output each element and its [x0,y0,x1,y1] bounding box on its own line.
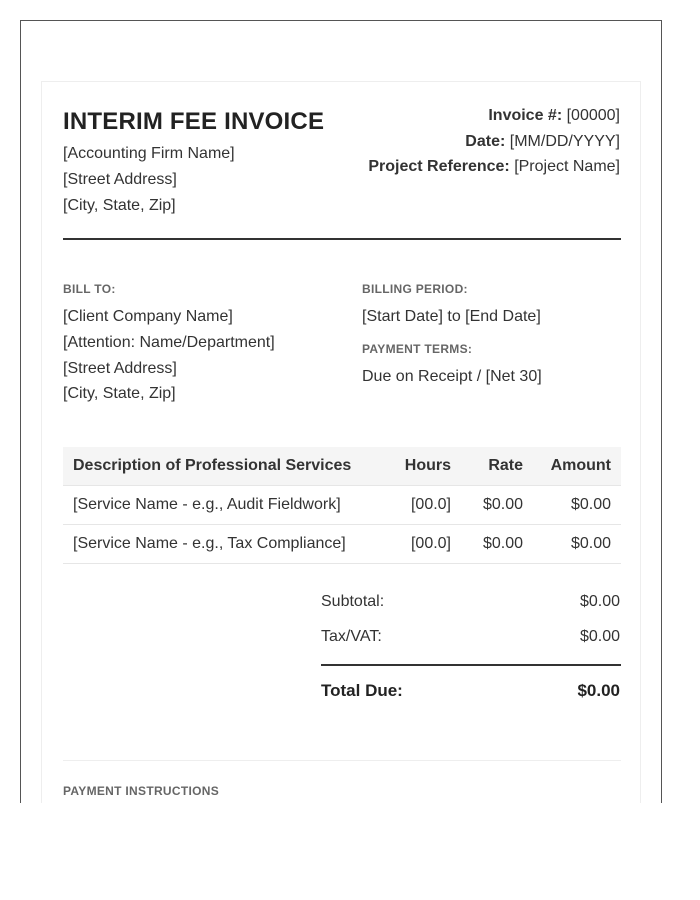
payment-terms-value: Due on Receipt / [Net 30] [362,368,542,385]
header-divider [63,238,621,240]
table-row [63,486,621,525]
col-rate: Rate [461,447,533,486]
payment-instructions-label: PAYMENT INSTRUCTIONS [63,784,220,798]
col-hours: Hours [383,447,461,486]
invoice-date-label: Date: [465,133,506,150]
bill-to-line: [Client Company Name] [63,308,233,325]
total-due-value: $0.00 [577,681,620,700]
bill-to-line: [Attention: Name/Department] [63,334,275,351]
service-hours: [00.0] [383,486,461,525]
invoice-number [488,106,620,126]
document-page [20,20,662,803]
invoice-date [465,132,620,152]
col-description: Description of Professional Services [63,447,383,486]
totals-divider [321,664,621,666]
project-reference-value: [Project Name] [514,158,620,175]
total-due-label: Total Due: [321,681,403,700]
service-description: [Service Name - e.g., Audit Fieldwork] [63,486,383,525]
firm-street: [Street Address] [63,171,177,188]
subtotal-label: Subtotal: [321,593,385,610]
bill-to-line: [Street Address] [63,360,177,377]
service-hours: [00.0] [383,525,461,564]
service-description: [Service Name - e.g., Tax Compliance] [63,525,383,564]
service-rate: $0.00 [461,486,533,525]
service-amount: $0.00 [533,486,621,525]
invoice-number-value: [00000] [566,107,620,124]
subtotal-value: $0.00 [579,593,620,610]
firm-name: [Accounting Firm Name] [63,145,235,162]
project-reference-label: Project Reference: [368,158,510,175]
project-reference [368,157,620,177]
table-row [63,525,621,564]
tax-value: $0.00 [579,628,620,645]
invoice-date-value: [MM/DD/YYYY] [509,133,620,150]
firm-city: [City, State, Zip] [63,197,176,214]
table-header-row [63,447,621,486]
footer-divider [63,760,621,761]
invoice-title: INTERIM FEE INVOICE [63,108,325,135]
col-amount: Amount [533,447,621,486]
payment-terms-label: PAYMENT TERMS: [362,342,473,356]
invoice-sheet [41,81,641,803]
service-amount: $0.00 [533,525,621,564]
billing-period-label: BILLING PERIOD: [362,282,468,296]
bill-to-line: [City, State, Zip] [63,385,176,402]
invoice-number-label: Invoice #: [488,107,563,124]
services-table [63,447,621,564]
billing-period-value: [Start Date] to [End Date] [362,308,541,325]
tax-label: Tax/VAT: [321,628,382,645]
service-rate: $0.00 [461,525,533,564]
bill-to-label: BILL TO: [63,282,116,296]
